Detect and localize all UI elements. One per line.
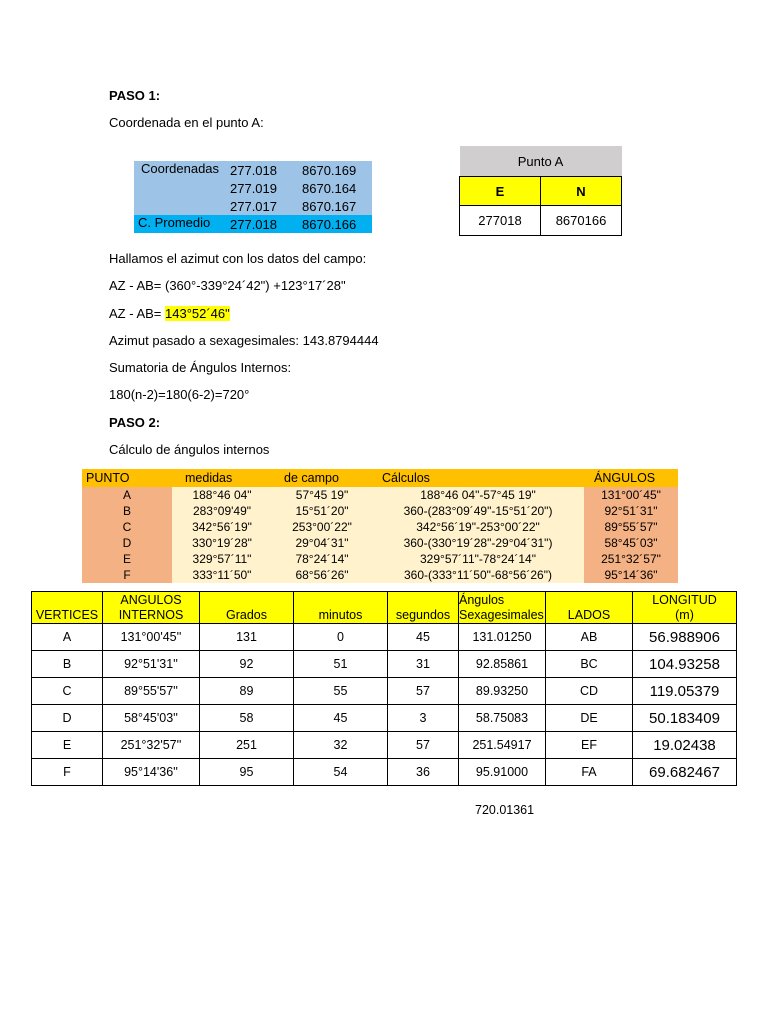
calc-angulo: 131°00´45" bbox=[584, 487, 678, 503]
calc-punto: C bbox=[82, 519, 172, 535]
calc-row bbox=[82, 551, 678, 567]
az-result-value: 143°52´46" bbox=[165, 306, 230, 321]
paso2-title: PASO 2: bbox=[109, 415, 161, 430]
calc-header-punto: PUNTO bbox=[82, 469, 172, 487]
paso1-title: PASO 1: bbox=[109, 88, 161, 103]
coord-e-cell: 277.017 bbox=[226, 197, 298, 215]
vert-minutos: 51 bbox=[294, 651, 388, 678]
coord-n-cell: 8670.169 bbox=[298, 161, 372, 179]
calc-punto: A bbox=[82, 487, 172, 503]
vert-lado: EF bbox=[546, 732, 633, 759]
vert-header-longitud-line2: (m) bbox=[675, 607, 694, 622]
calc-header-angulos: ÁNGULOS bbox=[584, 469, 678, 487]
az-result bbox=[109, 306, 230, 321]
calc-medida-1: 342°56´19" bbox=[172, 519, 272, 535]
punto-a-table bbox=[459, 146, 622, 236]
calc-header-calculos: Cálculos bbox=[372, 469, 584, 487]
vert-sexagesimal: 89.93250 bbox=[459, 678, 546, 705]
vert-angulo: 251°32'57'' bbox=[103, 732, 200, 759]
calc-punto: F bbox=[82, 567, 172, 583]
calc-row bbox=[82, 535, 678, 551]
vert-minutos: 45 bbox=[294, 705, 388, 732]
vert-vertice: F bbox=[32, 759, 103, 786]
calc-medida-1: 283°09'49" bbox=[172, 503, 272, 519]
sumatoria-formula: 180(n-2)=180(6-2)=720° bbox=[109, 387, 250, 402]
coord-e-cell: 277.019 bbox=[226, 179, 298, 197]
vert-grados: 89 bbox=[200, 678, 294, 705]
calc-medida-1: 329°57´11" bbox=[172, 551, 272, 567]
calc-formula: 360-(330°19´28"-29°04´31") bbox=[372, 535, 584, 551]
vert-row bbox=[32, 678, 737, 705]
vert-grados: 92 bbox=[200, 651, 294, 678]
vert-header-lados bbox=[546, 592, 633, 624]
azimut-sexagesimal: Azimut pasado a sexagesimales: 143.8794444 bbox=[109, 333, 379, 348]
vert-lado: DE bbox=[546, 705, 633, 732]
calc-punto: B bbox=[82, 503, 172, 519]
vert-segundos: 3 bbox=[388, 705, 459, 732]
calc-formula: 188°46 04"-57°45 19" bbox=[372, 487, 584, 503]
vert-angulo: 95°14'36'' bbox=[103, 759, 200, 786]
vert-vertice: A bbox=[32, 624, 103, 651]
promedio-e: 277.018 bbox=[226, 215, 298, 233]
vert-longitud: 56.988906 bbox=[633, 624, 737, 651]
vert-angulo: 131°00'45'' bbox=[103, 624, 200, 651]
vert-vertice: D bbox=[32, 705, 103, 732]
vert-sexagesimal: 95.91000 bbox=[459, 759, 546, 786]
vert-header-minutos bbox=[294, 592, 388, 624]
vert-longitud: 19.02438 bbox=[633, 732, 737, 759]
vert-row bbox=[32, 759, 737, 786]
calc-row bbox=[82, 487, 678, 503]
az-result-prefix: AZ - AB= bbox=[109, 306, 165, 321]
vert-grados: 58 bbox=[200, 705, 294, 732]
punto-a-header-e: E bbox=[460, 177, 541, 206]
vert-header-sexag-line1: Ángulos bbox=[459, 592, 505, 607]
vert-vertice: E bbox=[32, 732, 103, 759]
calc-medida-2: 253°00´22" bbox=[272, 519, 372, 535]
calc-medida-2: 29°04´31" bbox=[272, 535, 372, 551]
vert-row bbox=[32, 705, 737, 732]
calc-angulo: 92°51´31" bbox=[584, 503, 678, 519]
coord-e-cell: 277.018 bbox=[226, 161, 298, 179]
vert-lado: CD bbox=[546, 678, 633, 705]
calc-medida-1: 330°19´28" bbox=[172, 535, 272, 551]
calc-row bbox=[82, 567, 678, 583]
punto-a-value-e: 277018 bbox=[460, 206, 541, 236]
vert-header-vertices bbox=[32, 592, 103, 624]
vert-header-grados-text: Grados bbox=[226, 608, 267, 622]
calc-medida-2: 15°51´20" bbox=[272, 503, 372, 519]
sumatoria-text: Sumatoria de Ángulos Internos: bbox=[109, 360, 292, 375]
coordenadas-label: Coordenadas bbox=[134, 161, 226, 215]
azimut-intro: Hallamos el azimut con los datos del campo: bbox=[109, 251, 367, 266]
vert-minutos: 55 bbox=[294, 678, 388, 705]
vert-header-longitud bbox=[633, 592, 737, 624]
vert-angulo: 92°51'31'' bbox=[103, 651, 200, 678]
vert-header-longitud-line1: LONGITUD bbox=[652, 592, 717, 607]
vert-header-vertices-text: VERTICES bbox=[35, 608, 99, 622]
vert-header-minutos-text: minutos bbox=[318, 608, 363, 622]
calc-formula: 329°57´11"-78°24´14" bbox=[372, 551, 584, 567]
vert-header-angulos-internos bbox=[103, 592, 200, 624]
vert-sexagesimal: 58.75083 bbox=[459, 705, 546, 732]
vert-vertice: C bbox=[32, 678, 103, 705]
calc-row bbox=[82, 503, 678, 519]
vert-grados: 95 bbox=[200, 759, 294, 786]
az-formula: AZ - AB= (360°-339°24´42") +123°17´28" bbox=[109, 278, 346, 293]
vert-lado: AB bbox=[546, 624, 633, 651]
vert-row bbox=[32, 732, 737, 759]
vert-segundos: 36 bbox=[388, 759, 459, 786]
calc-angulo: 251°32´57" bbox=[584, 551, 678, 567]
vert-segundos: 45 bbox=[388, 624, 459, 651]
punto-a-value-n: 8670166 bbox=[541, 206, 622, 236]
coordenadas-table bbox=[134, 161, 372, 233]
calc-header-medidas: medidas bbox=[172, 469, 272, 487]
calc-row bbox=[82, 519, 678, 535]
calc-header-de-campo: de campo bbox=[272, 469, 372, 487]
vertices-table bbox=[31, 591, 737, 786]
vert-lado: BC bbox=[546, 651, 633, 678]
vert-minutos: 0 bbox=[294, 624, 388, 651]
vert-segundos: 31 bbox=[388, 651, 459, 678]
sexagesimal-total: 720.01361 bbox=[475, 803, 535, 817]
calculos-table bbox=[82, 469, 678, 583]
vert-minutos: 32 bbox=[294, 732, 388, 759]
vert-grados: 251 bbox=[200, 732, 294, 759]
vert-grados: 131 bbox=[200, 624, 294, 651]
punto-a-header-n: N bbox=[541, 177, 622, 206]
paso2-subtitle: Cálculo de ángulos internos bbox=[109, 442, 270, 457]
vert-longitud: 119.05379 bbox=[633, 678, 737, 705]
vert-row bbox=[32, 624, 737, 651]
calc-angulo: 95°14´36" bbox=[584, 567, 678, 583]
calc-formula: 360-(283°09´49"-15°51´20") bbox=[372, 503, 584, 519]
vert-angulo: 89°55'57'' bbox=[103, 678, 200, 705]
calc-angulo: 89°55´57" bbox=[584, 519, 678, 535]
vert-header-grados bbox=[200, 592, 294, 624]
coord-text: Coordenada en el punto A: bbox=[109, 115, 264, 130]
coord-n-cell: 8670.167 bbox=[298, 197, 372, 215]
calc-formula: 342°56´19"-253°00´22" bbox=[372, 519, 584, 535]
calc-formula: 360-(333°11´50"-68°56´26") bbox=[372, 567, 584, 583]
calc-medida-1: 333°11´50" bbox=[172, 567, 272, 583]
calc-medida-2: 57°45 19" bbox=[272, 487, 372, 503]
vert-angulo: 58°45'03'' bbox=[103, 705, 200, 732]
vert-header-angulos-line2: INTERNOS bbox=[118, 607, 184, 622]
vert-vertice: B bbox=[32, 651, 103, 678]
promedio-label: C. Promedio bbox=[134, 215, 226, 233]
vert-sexagesimal: 92.85861 bbox=[459, 651, 546, 678]
calc-medida-2: 68°56´26" bbox=[272, 567, 372, 583]
vert-row bbox=[32, 651, 737, 678]
vert-header-lados-text: LADOS bbox=[567, 608, 611, 622]
vert-header-sexagesimales bbox=[459, 592, 546, 624]
vert-sexagesimal: 131.01250 bbox=[459, 624, 546, 651]
vert-header-segundos bbox=[388, 592, 459, 624]
vert-longitud: 50.183409 bbox=[633, 705, 737, 732]
calc-punto: D bbox=[82, 535, 172, 551]
calc-medida-1: 188°46 04" bbox=[172, 487, 272, 503]
vert-header-sexag-line2: Sexagesimales bbox=[459, 607, 544, 622]
punto-a-title: Punto A bbox=[460, 146, 622, 177]
vert-header-angulos-line1: ANGULOS bbox=[120, 592, 182, 607]
vert-longitud: 69.682467 bbox=[633, 759, 737, 786]
calc-punto: E bbox=[82, 551, 172, 567]
vert-sexagesimal: 251.54917 bbox=[459, 732, 546, 759]
calc-medida-2: 78°24´14" bbox=[272, 551, 372, 567]
promedio-n: 8670.166 bbox=[298, 215, 372, 233]
calc-angulo: 58°45´03" bbox=[584, 535, 678, 551]
vert-longitud: 104.93258 bbox=[633, 651, 737, 678]
vert-minutos: 54 bbox=[294, 759, 388, 786]
vert-lado: FA bbox=[546, 759, 633, 786]
vert-header-segundos-text: segundos bbox=[395, 608, 451, 622]
vert-segundos: 57 bbox=[388, 732, 459, 759]
vert-segundos: 57 bbox=[388, 678, 459, 705]
coord-n-cell: 8670.164 bbox=[298, 179, 372, 197]
